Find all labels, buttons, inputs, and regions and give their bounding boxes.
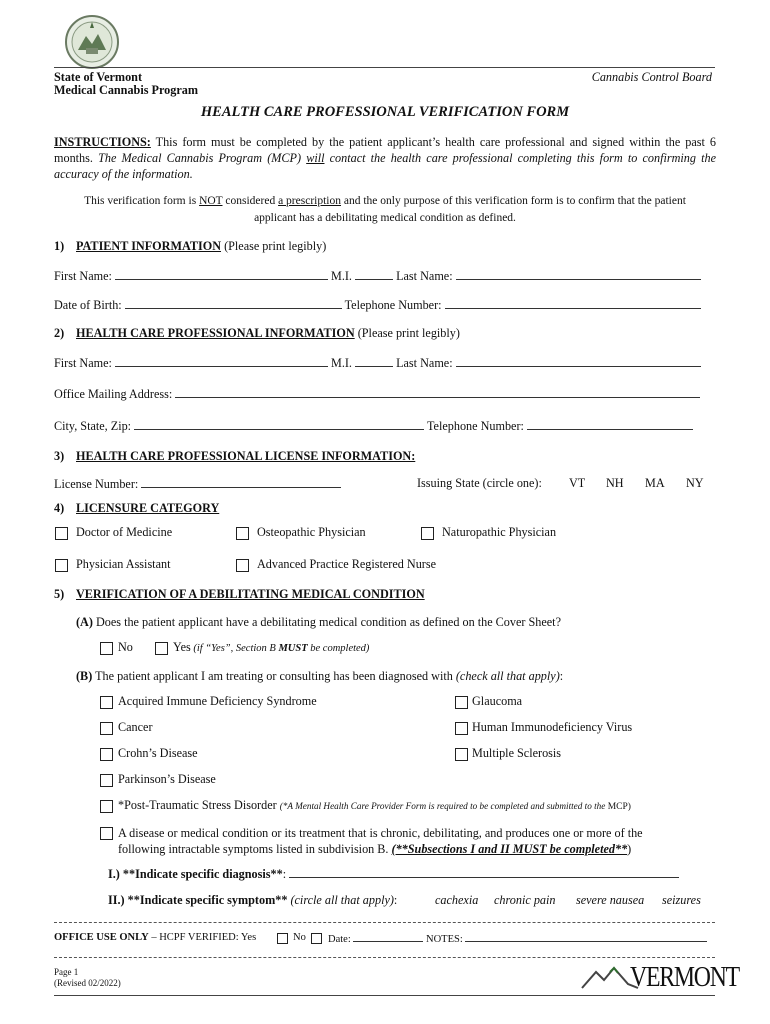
- office-yes-checkbox[interactable]: [277, 933, 288, 944]
- crohns-checkbox[interactable]: [100, 748, 113, 761]
- page-number: Page 1: [54, 967, 79, 977]
- instructions: INSTRUCTIONS: This form must be completed by the patient applicant’s health care professional and signed within the past 6 months. The Medical Cannabis Program (MCP) will contact the health care professional completing this form to confirming the accuracy of the information.: [54, 135, 717, 181]
- yes-label: Yes (if “Yes”, Section B MUST be completed): [173, 640, 370, 654]
- license-row: License Number:: [54, 476, 341, 492]
- symptom-severe-nausea[interactable]: severe nausea: [576, 893, 645, 907]
- office-no-label: No: [293, 932, 306, 943]
- city-row: City, State, Zip: Telephone Number:: [54, 418, 693, 434]
- doctor-of-medicine-checkbox[interactable]: [55, 527, 68, 540]
- state-option-ny[interactable]: NY: [686, 476, 704, 490]
- symptom-seizures[interactable]: seizures: [662, 893, 701, 907]
- vermont-wordmark: VERMONT: [630, 961, 739, 993]
- naturopathic-label: Naturopathic Physician: [442, 525, 557, 539]
- section-3-heading: 3) HEALTH CARE PROFESSIONAL LICENSE INFORMATION:: [54, 449, 416, 463]
- hiv-checkbox[interactable]: [455, 722, 468, 735]
- cancer-label: Cancer: [118, 720, 153, 734]
- patient-mi-field[interactable]: [355, 268, 393, 280]
- physician-assistant-label: Physician Assistant: [76, 557, 171, 571]
- state-option-nh[interactable]: NH: [606, 476, 624, 490]
- doctor-of-medicine-label: Doctor of Medicine: [76, 525, 173, 539]
- section-4-heading: 4) LICENSURE CATEGORY: [54, 501, 220, 515]
- hcp-first-name-field[interactable]: [115, 355, 328, 367]
- patient-last-name-field[interactable]: [456, 268, 701, 280]
- state-option-ma[interactable]: MA: [645, 476, 665, 490]
- issuing-state-label: Issuing State (circle one):: [417, 476, 542, 490]
- office-address-field[interactable]: [175, 386, 700, 398]
- cancer-checkbox[interactable]: [100, 722, 113, 735]
- yes-checkbox[interactable]: [155, 642, 168, 655]
- city-state-zip-field[interactable]: [134, 418, 424, 430]
- other-condition-label: A disease or medical condition or its treatment that is chronic, debilitating, and produces one or more of the following intractable symptoms listed in subdivision B. (**Subsections I and II MUST be completed**): [118, 826, 643, 856]
- program-name: Medical Cannabis Program: [54, 83, 198, 97]
- question-a: (A) Does the patient applicant have a debilitating medical condition as defined on the Cover Sheet?: [76, 615, 561, 629]
- revised-date: (Revised 02/2022): [54, 978, 121, 988]
- osteopathic-label: Osteopathic Physician: [257, 525, 366, 539]
- glaucoma-label: Glaucoma: [472, 694, 523, 708]
- section-2-heading: 2) HEALTH CARE PROFESSIONAL INFORMATION (Please print legibly): [54, 326, 460, 340]
- office-date-field[interactable]: [353, 932, 423, 942]
- license-number-field[interactable]: [141, 476, 341, 488]
- office-address-row: Office Mailing Address:: [54, 386, 700, 402]
- ptsd-checkbox[interactable]: [100, 800, 113, 813]
- vermont-seal-logo: [64, 14, 120, 70]
- physician-assistant-checkbox[interactable]: [55, 559, 68, 572]
- hiv-label: Human Immunodeficiency Virus: [472, 720, 633, 734]
- ms-label: Multiple Sclerosis: [472, 746, 562, 760]
- symptom-cachexia[interactable]: cachexia: [435, 893, 479, 907]
- aids-checkbox[interactable]: [100, 696, 113, 709]
- patient-phone-field[interactable]: [445, 297, 701, 309]
- no-checkbox[interactable]: [100, 642, 113, 655]
- patient-first-name-field[interactable]: [115, 268, 328, 280]
- diagnosis-row: I.) **Indicate specific diagnosis**:: [108, 866, 679, 882]
- patient-dob-row: Date of Birth: Telephone Number:: [54, 297, 701, 313]
- naturopathic-checkbox[interactable]: [421, 527, 434, 540]
- hcp-last-name-field[interactable]: [456, 355, 701, 367]
- office-notes-field[interactable]: [465, 932, 707, 942]
- symptom-chronic-pain[interactable]: chronic pain: [494, 893, 556, 907]
- patient-name-row: First Name: M.I. Last Name:: [54, 268, 701, 284]
- hcp-name-row: First Name: M.I. Last Name:: [54, 355, 701, 371]
- parkinsons-label: Parkinson’s Disease: [118, 772, 216, 786]
- symptom-row: II.) **Indicate specific symptom** (circle all that apply):: [108, 893, 398, 907]
- question-b: (B) The patient applicant I am treating or consulting has been diagnosed with (check all that apply):: [76, 669, 564, 683]
- ptsd-label: *Post-Traumatic Stress Disorder (*A Mental Health Care Provider Form is required to be completed and submitted to the MCP): [118, 798, 631, 812]
- aprn-label: Advanced Practice Registered Nurse: [257, 557, 437, 571]
- state-name: State of Vermont: [54, 70, 143, 84]
- no-label: No: [118, 640, 133, 654]
- section-5-heading: 5) VERIFICATION OF A DEBILITATING MEDICAL CONDITION: [54, 587, 425, 601]
- hcp-mi-field[interactable]: [355, 355, 393, 367]
- board-name: Cannabis Control Board: [591, 70, 712, 84]
- hcp-phone-field[interactable]: [527, 418, 693, 430]
- other-condition-checkbox[interactable]: [100, 827, 113, 840]
- form-title: HEALTH CARE PROFESSIONAL VERIFICATION FORM: [200, 104, 570, 120]
- parkinsons-checkbox[interactable]: [100, 774, 113, 787]
- office-no-checkbox[interactable]: [311, 933, 322, 944]
- glaucoma-checkbox[interactable]: [455, 696, 468, 709]
- ms-checkbox[interactable]: [455, 748, 468, 761]
- crohns-label: Crohn’s Disease: [118, 746, 198, 760]
- osteopathic-checkbox[interactable]: [236, 527, 249, 540]
- office-date-row: Date: NOTES:: [328, 932, 707, 945]
- diagnosis-field[interactable]: [289, 866, 679, 878]
- aprn-checkbox[interactable]: [236, 559, 249, 572]
- patient-dob-field[interactable]: [125, 297, 342, 309]
- aids-label: Acquired Immune Deficiency Syndrome: [118, 694, 317, 708]
- state-option-vt[interactable]: VT: [569, 476, 586, 490]
- office-use-row: OFFICE USE ONLY – HCPF VERIFIED: Yes: [54, 932, 257, 943]
- verification-note: This verification form is NOT considered a prescription and the only purpose of this verification form is to confirm that the patient applicant has a debilitating medical condition as defined.: [84, 195, 686, 224]
- section-1-heading: 1) PATIENT INFORMATION (Please print legibly): [54, 239, 327, 253]
